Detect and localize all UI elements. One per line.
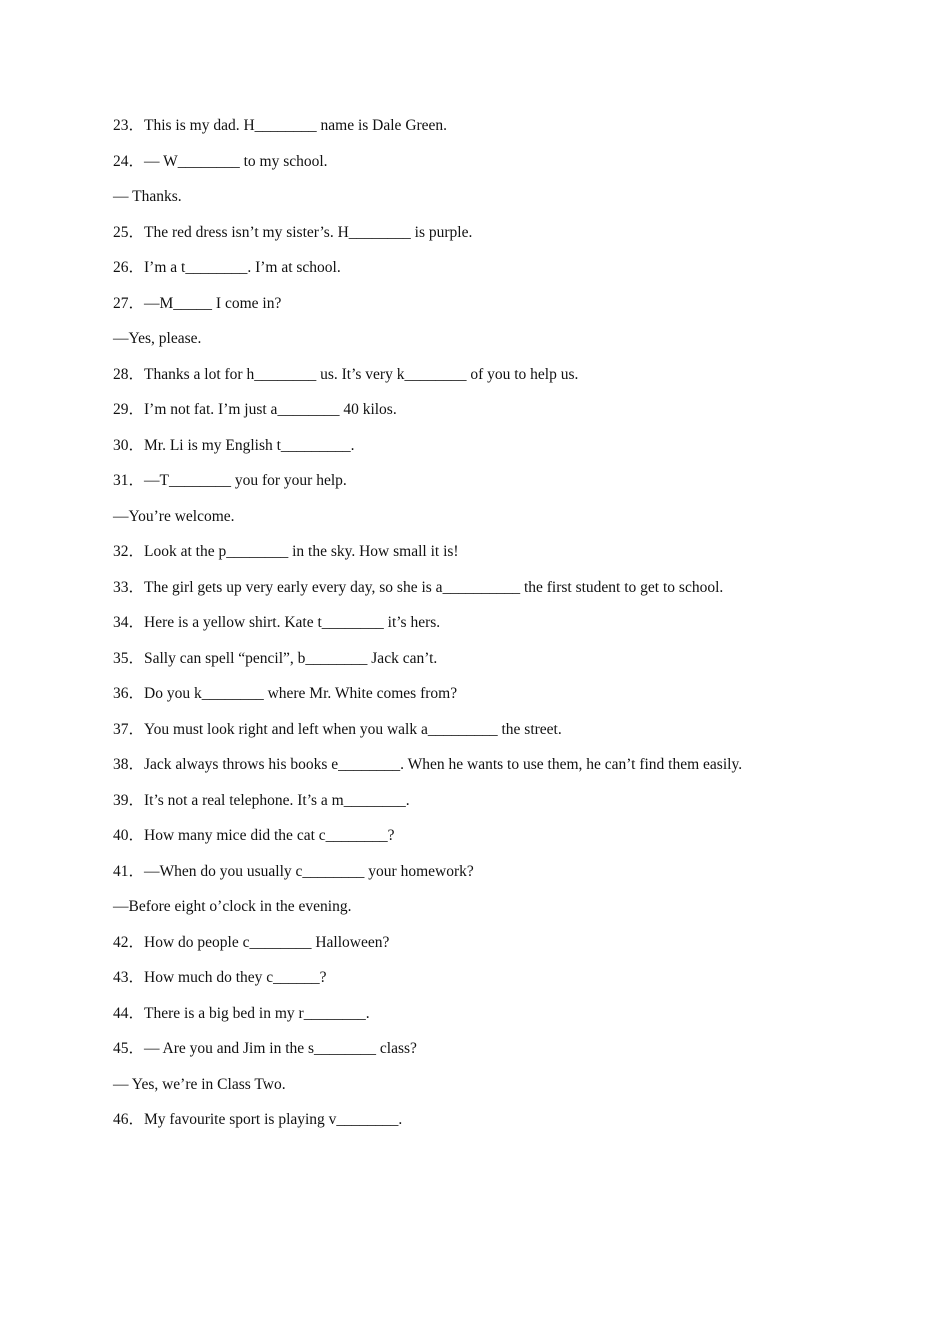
exercise-line: 35．Sally can spell “pencil”, b________ Jack can’t. bbox=[113, 649, 438, 667]
exercise-line: — Thanks. bbox=[113, 188, 182, 205]
exercise-line: 32．Look at the p________ in the sky. How small it is! bbox=[113, 543, 459, 560]
exercise-line: 27．—M_____ I come in? bbox=[113, 294, 282, 312]
exercise-line: 23．This is my dad. H________ name is Dale Green. bbox=[113, 117, 448, 134]
exercise-line: 45．— Are you and Jim in the s________ class? bbox=[113, 1040, 417, 1057]
exercise-line: 46．My favourite sport is playing v________. bbox=[113, 1111, 403, 1128]
exercise-line: —Yes, please. bbox=[113, 330, 202, 347]
exercise-list bbox=[113, 114, 913, 1144]
exercise-line: —Before eight o’clock in the evening. bbox=[113, 898, 352, 915]
exercise-line: 38．Jack always throws his books e________. When he wants to use them, he can’t find them easily. bbox=[113, 756, 743, 773]
exercise-line: 37．You must look right and left when you walk a_________ the street. bbox=[113, 720, 562, 738]
exercise-line: 29．I’m not fat. I’m just a________ 40 kilos. bbox=[113, 401, 397, 418]
exercise-line: 39．It’s not a real telephone. It’s a m________. bbox=[113, 791, 410, 809]
exercise-line: 36．Do you k________ where Mr. White comes from? bbox=[113, 685, 458, 702]
exercise-line: 44．There is a big bed in my r________. bbox=[113, 1004, 370, 1022]
exercise-line: 24．— W________ to my school. bbox=[113, 152, 328, 170]
exercise-line: —You’re welcome. bbox=[113, 507, 235, 525]
exercise-line: 25．The red dress isn’t my sister’s. H________ is purple. bbox=[113, 223, 473, 241]
exercise-line: 33．The girl gets up very early every day, so she is a__________ the first student to get to school. bbox=[113, 578, 724, 596]
exercise-line: 28．Thanks a lot for h________ us. It’s very k________ of you to help us. bbox=[113, 365, 579, 383]
exercise-line: 30．Mr. Li is my English t_________. bbox=[113, 436, 355, 454]
exercise-line: 31．—T________ you for your help. bbox=[113, 472, 347, 489]
exercise-line: 42．How do people c________ Halloween? bbox=[113, 933, 390, 951]
exercise-line: 26．I’m a t________. I’m at school. bbox=[113, 259, 341, 276]
exercise-line: — Yes, we’re in Class Two. bbox=[113, 1075, 286, 1093]
exercise-line: 41．—When do you usually c________ your homework? bbox=[113, 862, 474, 880]
exercise-line: 34．Here is a yellow shirt. Kate t________ it’s hers. bbox=[113, 614, 441, 631]
exercise-line: 43．How much do they c______? bbox=[113, 969, 327, 986]
exercise-line: 40．How many mice did the cat c________? bbox=[113, 827, 395, 844]
